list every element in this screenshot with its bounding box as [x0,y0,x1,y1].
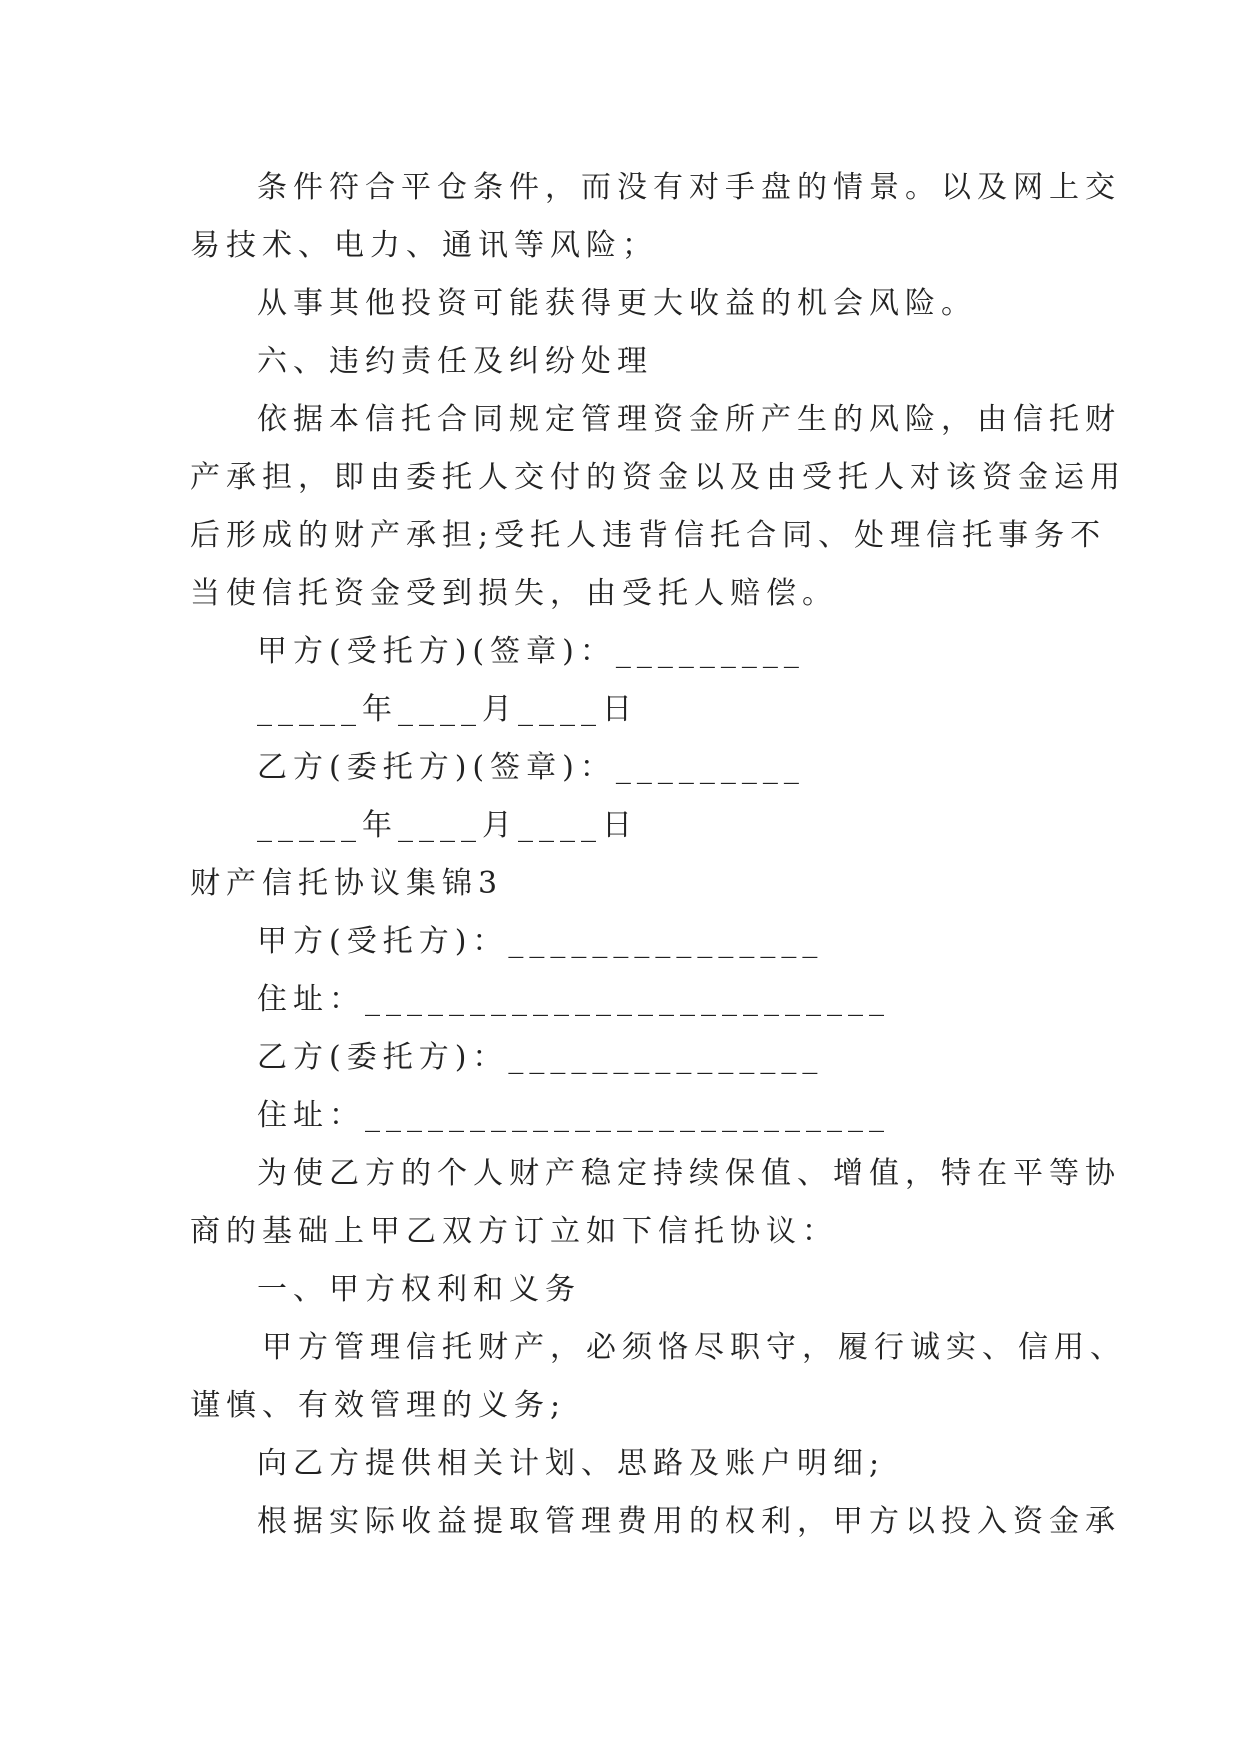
address-field: 住址：_________________________ [257,982,890,1017]
date-line: _____年____月____日 [257,692,638,727]
paragraph-line: 易技术、电力、通讯等风险； [190,228,658,263]
party-a-field: 甲方(受托方)：_______________ [257,924,824,959]
paragraph-line: 产承担，即由委托人交付的资金以及由受托人对该资金运用 [190,460,1126,495]
party-b-field: 乙方(委托方)：_______________ [257,1040,824,1075]
address-field: 住址：_________________________ [257,1098,890,1133]
date-line: _____年____月____日 [257,808,638,843]
signature-line-party-b: 乙方(委托方)(签章)：_________ [257,750,805,785]
section-heading: 一、甲方权利和义务 [257,1272,581,1307]
paragraph-line: 后形成的财产承担;受托人违背信托合同、处理信托事务不 [190,518,1107,553]
paragraph-line: 向乙方提供相关计划、思路及账户明细; [257,1446,886,1481]
paragraph-line: 当使信托资金受到损失，由受托人赔偿。 [190,576,838,611]
section-heading: 六、违约责任及纠纷处理 [257,344,653,379]
paragraph-line: 谨慎、有效管理的义务; [190,1388,567,1423]
paragraph-line: 根据实际收益提取管理费用的权利，甲方以投入资金承 [257,1504,1121,1539]
paragraph-line: 商的基础上甲乙双方订立如下信托协议： [190,1214,838,1249]
paragraph-line: 从事其他投资可能获得更大收益的机会风险。 [257,286,977,321]
paragraph-line: 为使乙方的个人财产稳定持续保值、增值，特在平等协 [257,1156,1121,1191]
paragraph-line: 甲方管理信托财产，必须恪尽职守，履行诚实、信用、 [262,1330,1126,1365]
paragraph-line: 依据本信托合同规定管理资金所产生的风险，由信托财 [257,402,1121,437]
document-title: 财产信托协议集锦3 [190,866,504,901]
paragraph-line: 条件符合平仓条件，而没有对手盘的情景。以及网上交 [257,170,1121,205]
signature-line-party-a: 甲方(受托方)(签章)：_________ [257,634,805,669]
